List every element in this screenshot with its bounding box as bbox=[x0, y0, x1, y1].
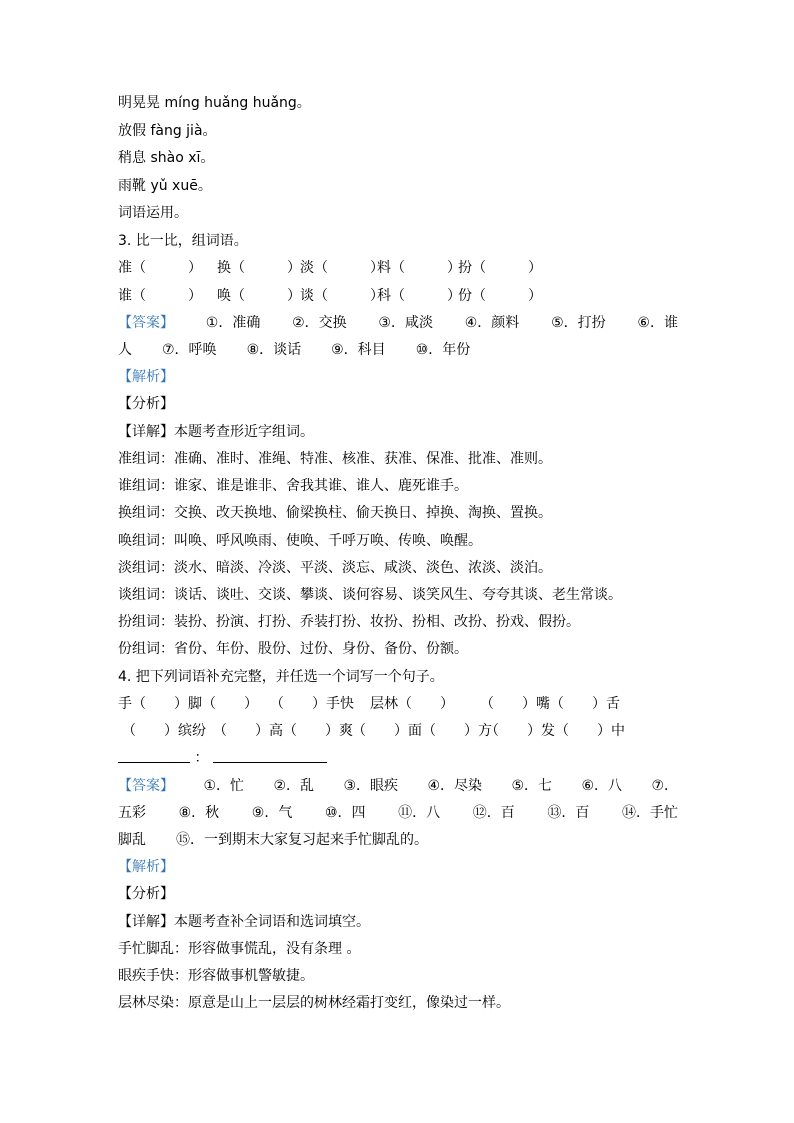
q3-answers-line bbox=[118, 340, 678, 360]
answer-item: ⑬．百 bbox=[547, 805, 590, 821]
blank-item: （ ）手快 bbox=[270, 696, 354, 712]
pinyin-line: 雨靴 yǔ xuē。 bbox=[118, 178, 212, 194]
word-blank-line[interactable] bbox=[118, 748, 190, 763]
answer-item: ③．咸淡 bbox=[378, 315, 433, 331]
answer-item: ⑭．手忙 bbox=[621, 805, 678, 821]
answer-item: ⑩．四 bbox=[324, 805, 366, 821]
answer-item: ②．交换 bbox=[292, 315, 347, 331]
fenxi-label: 【分析】 bbox=[118, 886, 174, 902]
answer-item: ④．尽染 bbox=[427, 778, 482, 794]
blank-item: （ ）面（ ）方 bbox=[352, 723, 492, 739]
blank-item: 料（ ） bbox=[377, 260, 461, 276]
word-group: 谁组词：谁家、谁是谁非、舍我其谁、谁人、鹿死谁手。 bbox=[118, 478, 468, 494]
blank-item: 谈（ ） bbox=[300, 288, 384, 304]
answer-item: ⑨．科目 bbox=[331, 342, 386, 358]
answer-item: ①．忙 bbox=[203, 778, 244, 794]
answer-item: ②．乱 bbox=[273, 778, 314, 794]
word-group: 准组词：准确、准时、准绳、特准、核准、获准、保准、批准、准则。 bbox=[118, 451, 552, 467]
section-text: 词语运用。 bbox=[118, 205, 188, 221]
detail-text: 【详解】本题考查形近字组词。 bbox=[118, 424, 314, 440]
pinyin-line: 放假 fàng jià。 bbox=[118, 123, 217, 139]
q4-answers-line bbox=[118, 830, 678, 850]
blank-item: 谁（ ） bbox=[118, 288, 202, 304]
answer-item: ⑤．七 bbox=[511, 778, 552, 794]
answer-item: ⑩．年份 bbox=[415, 342, 471, 358]
explanation: 手忙脚乱：形容做事慌乱，没有条理 。 bbox=[118, 941, 361, 957]
answer-item: ⑦．呼唤 bbox=[162, 342, 217, 358]
blank-item: （ ）高（ ）爽 bbox=[213, 723, 353, 739]
word-group: 谈组词：谈话、谈吐、交谈、攀谈、谈何容易、谈笑风生、夸夸其谈、老生常谈。 bbox=[118, 587, 622, 603]
answer-item: ④．颜料 bbox=[464, 315, 520, 331]
q3-row-1 bbox=[118, 258, 678, 278]
question-4-title: 4. 把下列词语补充完整，并任选一个词写一个句子。 bbox=[118, 669, 444, 685]
answer-item: ⑧．秋 bbox=[178, 805, 220, 821]
answer-item: ①．准确 bbox=[205, 315, 261, 331]
question-3-title: 3. 比一比，组词语。 bbox=[118, 233, 248, 249]
q4-row-1 bbox=[118, 694, 678, 714]
blank-item: 换（ ） bbox=[217, 260, 301, 276]
word-group: 份组词：省份、年份、股份、过份、身份、备份、份额。 bbox=[118, 641, 468, 657]
answer-item: ⑥．谁 bbox=[637, 315, 678, 331]
q3-answers-line bbox=[118, 313, 678, 333]
word-group: 唤组词：叫唤、呼风唤雨、使唤、千呼万唤、传唤、唤醒。 bbox=[118, 533, 482, 549]
blank-item: 层林（ ） bbox=[370, 696, 454, 712]
answer-label: 【答案】 bbox=[118, 315, 174, 331]
answer-label: 【答案】 bbox=[118, 778, 174, 794]
answer-item: ⑮．一到期末大家复习起来手忙脚乱的。 bbox=[176, 832, 428, 848]
q4-row-2 bbox=[118, 721, 678, 741]
colon: ： bbox=[194, 750, 209, 766]
answer-item: ⑪．八 bbox=[398, 805, 441, 821]
blank-item: 手（ ）脚（ ） bbox=[118, 696, 258, 712]
word-group: 扮组词：装扮、扮演、打扮、乔装打扮、妆扮、扮相、改扮、扮戏、假扮。 bbox=[118, 614, 580, 630]
blank-item: 准（ ） bbox=[118, 260, 202, 276]
blank-item: （ ）嘴（ ）舌 bbox=[480, 696, 620, 712]
blank-item: 唤（ ） bbox=[217, 288, 301, 304]
blank-item: （ ）缤纷 bbox=[122, 723, 206, 739]
sentence-blank[interactable] bbox=[118, 748, 678, 768]
answer-item: ⑦． bbox=[651, 778, 678, 794]
word-group: 淡组词：淡水、暗淡、冷淡、平淡、淡忘、咸淡、淡色、浓淡、淡泊。 bbox=[118, 560, 552, 576]
answer-item: ⑧．谈话 bbox=[246, 342, 302, 358]
answer-item: ⑤．打扮 bbox=[551, 315, 606, 331]
answer-item: ⑨．气 bbox=[251, 805, 293, 821]
answer-item: 人 bbox=[118, 342, 132, 358]
answer-item: ⑥．八 bbox=[581, 778, 622, 794]
answer-item: ③．眼疾 bbox=[343, 778, 398, 794]
blank-item: 份（ ） bbox=[458, 288, 542, 304]
blank-item: 淡（ ） bbox=[300, 260, 384, 276]
pinyin-line: 稍息 shào xī。 bbox=[118, 150, 215, 166]
explanation: 层林尽染：原意是山上一层层的树林经霜打变红，像染过一样。 bbox=[118, 995, 510, 1011]
q4-answers-line bbox=[118, 803, 678, 823]
blank-item: 科（ ） bbox=[377, 288, 461, 304]
sentence-blank-line[interactable] bbox=[213, 748, 327, 763]
answer-item: 脚乱 bbox=[118, 832, 146, 848]
fenxi-label: 【分析】 bbox=[118, 396, 174, 412]
answer-item: ⑫．百 bbox=[472, 805, 515, 821]
explanation: 眼疾手快：形容做事机警敏捷。 bbox=[118, 968, 314, 984]
detail-text: 【详解】本题考查补全词语和选词填空。 bbox=[118, 914, 370, 930]
q3-row-2 bbox=[118, 286, 678, 306]
pinyin-line: 明晃晃 míng huǎng huǎng。 bbox=[118, 95, 311, 111]
word-group: 换组词：交换、改天换地、偷梁换柱、偷天换日、掉换、淘换、置换。 bbox=[118, 505, 552, 521]
q4-answers-line bbox=[118, 776, 678, 796]
blank-item: （ ）发（ ）中 bbox=[485, 723, 625, 739]
answer-item: 五彩 bbox=[118, 805, 146, 821]
analysis-label: 【解析】 bbox=[118, 859, 174, 875]
blank-item: 扮（ ） bbox=[458, 260, 542, 276]
analysis-label: 【解析】 bbox=[118, 369, 174, 385]
